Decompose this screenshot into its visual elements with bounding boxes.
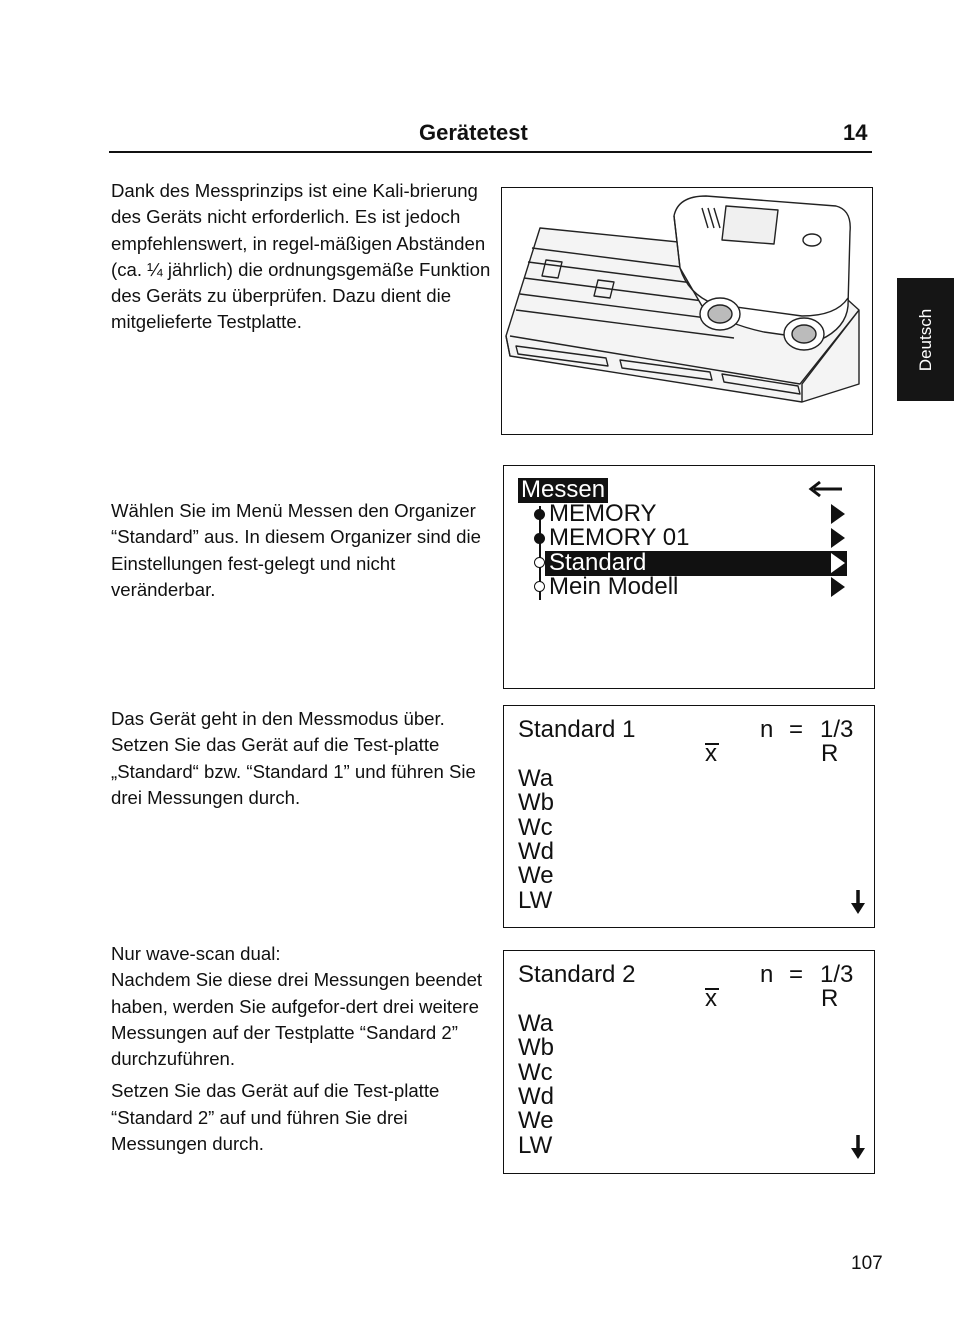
row-label: We (518, 1107, 554, 1134)
screen-title: Standard 2 (518, 961, 636, 988)
language-tab (897, 278, 954, 401)
device-illustration-frame (501, 187, 873, 435)
paragraph: Dank des Messprinzips ist eine Kali-brierung des Geräts nicht erforderlich. Es ist jedoch empfehlenswert, in regel-mäßigen Abständen (ca. ¼ jährlich) die ordnungsgemäße Funktion des Geräts zu überprüfen. Dazu dient die mitgelieferte Testplatte. (111, 180, 491, 333)
page-title: Gerätetest (419, 120, 528, 145)
language-tab-label: Deutsch (915, 308, 935, 371)
paragraph: Nur wave-scan dual: (111, 943, 281, 964)
n-equals: = (789, 961, 804, 988)
row-label: Wb (518, 789, 554, 816)
submenu-arrow-icon (830, 552, 846, 574)
tree-node (534, 533, 545, 544)
chapter-number: 14 (843, 120, 868, 145)
menu-screen (503, 465, 875, 689)
row-label: Wa (518, 765, 554, 792)
row-label: Wc (518, 1059, 553, 1086)
menu-item-mein-modell[interactable]: Mein Modell (549, 573, 679, 600)
n-label: n (760, 961, 774, 988)
header-rule (109, 151, 872, 153)
section-4-text (111, 941, 491, 1157)
range-column-header: R (821, 740, 839, 767)
paragraph: Nachdem Sie diese drei Messungen beendet haben, werden Sie aufgefor-dert drei weitere Messungen auf der Testplatte “Sandard 2” durchzuführen. (111, 969, 483, 1070)
mean-column-header: x (705, 740, 717, 767)
n-value: 1/3 (820, 716, 854, 743)
row-label: We (518, 862, 554, 889)
paragraph: Wählen Sie im Menü Messen den Organizer “Standard” aus. In diesem Organizer sind die Einstellungen fest-gelegt und nicht veränderbar. (111, 500, 481, 600)
n-value: 1/3 (820, 961, 854, 988)
row-label: Wc (518, 814, 553, 841)
menu-item-standard[interactable]: Standard (549, 549, 647, 576)
paragraph: Setzen Sie das Gerät auf die Test-platte „Standard“ bzw. “Standard 1” und führen Sie drei Messungen durch. (111, 734, 476, 808)
paragraph: Setzen Sie das Gerät auf die Test-platte “Standard 2” auf und führen Sie drei Messungen durch. (111, 1080, 440, 1155)
tree-node (534, 557, 545, 568)
menu-item-memory[interactable]: MEMORY (549, 500, 657, 527)
measure-screen-1 (503, 705, 875, 928)
mean-column-header: x (705, 985, 717, 1012)
row-label: LW (518, 887, 553, 914)
scroll-down-arrow-icon (849, 1134, 867, 1160)
submenu-arrow-icon (830, 527, 846, 549)
submenu-arrow-icon (830, 503, 846, 525)
measure-screen-2 (503, 950, 875, 1174)
tree-node (534, 581, 545, 592)
n-equals: = (789, 716, 804, 743)
row-label: Wa (518, 1010, 554, 1037)
scroll-down-arrow-icon (849, 889, 867, 915)
device-on-test-plate-illustration (502, 188, 871, 433)
menu-title: Messen (518, 478, 608, 503)
section-1-text (111, 178, 491, 336)
section-3-text (111, 706, 491, 811)
back-arrow-icon (808, 480, 844, 498)
range-column-header: R (821, 985, 839, 1012)
n-label: n (760, 716, 774, 743)
submenu-arrow-icon (830, 576, 846, 598)
section-2-text (111, 498, 491, 603)
row-label: Wd (518, 1083, 554, 1110)
page-number: 107 (851, 1253, 883, 1274)
row-label: LW (518, 1132, 553, 1159)
paragraph: Das Gerät geht in den Messmodus über. (111, 708, 445, 729)
tree-node (534, 509, 545, 520)
row-label: Wb (518, 1034, 554, 1061)
row-label: Wd (518, 838, 554, 865)
screen-title: Standard 1 (518, 716, 636, 743)
menu-item-memory-01[interactable]: MEMORY 01 (549, 524, 690, 551)
